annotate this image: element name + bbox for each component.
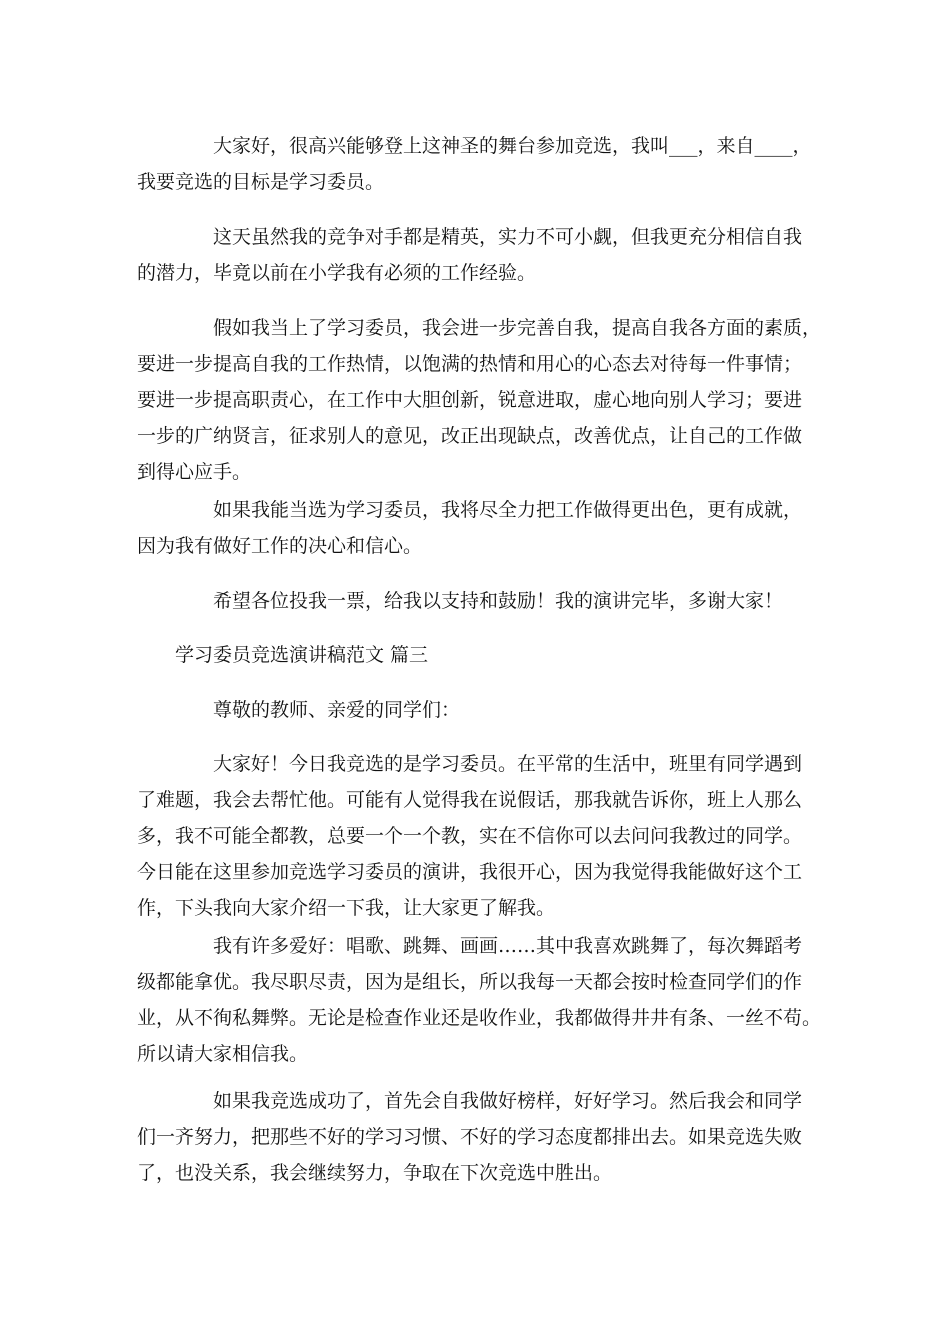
section-heading [137, 637, 817, 673]
paragraph-line: 作，下头我向大家介绍一下我，让大家更了解我。 [137, 897, 556, 919]
paragraph-line: 如果我竞选成功了，首先会自我做好榜样，好好学习。然后我会和同学 [213, 1090, 803, 1112]
salutation [137, 692, 817, 728]
paragraph-7 [137, 928, 822, 1072]
paragraph-4 [137, 492, 817, 564]
paragraph-line: 要进一步提高职责心，在工作中大胆创新，锐意进取，虚心地向别人学习；要进 [137, 389, 803, 411]
paragraph-6 [137, 746, 817, 926]
paragraph-line: 们一齐努力，把那些不好的学习习惯、不好的学习态度都排出去。如果竞选失败 [137, 1126, 803, 1148]
paragraph-line: 了，也没关系，我会继续努力，争取在下次竞选中胜出。 [137, 1162, 613, 1184]
paragraph-line: 要进一步提高自我的工作热情，以饱满的热情和用心的心态去对待每一件事情； [137, 353, 803, 375]
paragraph-line: 多，我不可能全都教，总要一个一个教，实在不信你可以去问问我教过的同学。 [137, 825, 803, 847]
paragraph-line: 了难题，我会去帮忙他。可能有人觉得我在说假话，那我就告诉你，班上人那么 [137, 789, 803, 811]
paragraph-line: 我要竞选的目标是学习委员。 [137, 171, 385, 193]
paragraph-line: 级都能拿优。我尽职尽责，因为是组长，所以我每一天都会按时检查同学们的作 [137, 971, 803, 993]
paragraph-1 [137, 128, 817, 200]
paragraph-5 [137, 583, 817, 619]
paragraph-line: 希望各位投我一票，给我以支持和鼓励！我的演讲完毕，多谢大家！ [213, 590, 784, 612]
paragraph-line: 到得心应手。 [137, 461, 252, 483]
paragraph-line: 的潜力，毕竟以前在小学我有必须的工作经验。 [137, 262, 537, 284]
paragraph-line: 我有许多爱好：唱歌、跳舞、画画……其中我喜欢跳舞了，每次舞蹈考 [213, 935, 803, 957]
paragraph-line: 大家好！今日我竞选的是学习委员。在平常的生活中，班里有同学遇到 [213, 753, 803, 775]
salutation-text: 尊敬的教师、亲爱的同学们： [213, 699, 461, 721]
paragraph-line: 大家好，很高兴能够登上这神圣的舞台参加竞选，我叫___，来自____， [213, 135, 812, 157]
paragraph-line: 假如我当上了学习委员，我会进一步完善自我，提高自我各方面的素质， [213, 317, 822, 339]
paragraph-line: 今日能在这里参加竞选学习委员的演讲，我很开心，因为我觉得我能做好这个工 [137, 861, 803, 883]
paragraph-line: 业，从不徇私舞弊。无论是检查作业还是收作业，我都做得井井有条、一丝不苟。 [137, 1007, 822, 1029]
paragraph-2 [137, 219, 817, 291]
paragraph-line: 这天虽然我的竞争对手都是精英，实力不可小觑，但我更充分相信自我 [213, 226, 803, 248]
paragraph-line: 因为我有做好工作的决心和信心。 [137, 535, 423, 557]
paragraph-line: 如果我能当选为学习委员，我将尽全力把工作做得更出色，更有成就， [213, 499, 803, 521]
paragraph-8 [137, 1083, 817, 1191]
paragraph-line: 一步的广纳贤言，征求别人的意见，改正出现缺点，改善优点，让自己的工作做 [137, 425, 803, 447]
paragraph-3 [137, 310, 822, 490]
paragraph-line: 所以请大家相信我。 [137, 1043, 309, 1065]
section-heading-text: 学习委员竞选演讲稿范文 篇三 [175, 644, 429, 666]
